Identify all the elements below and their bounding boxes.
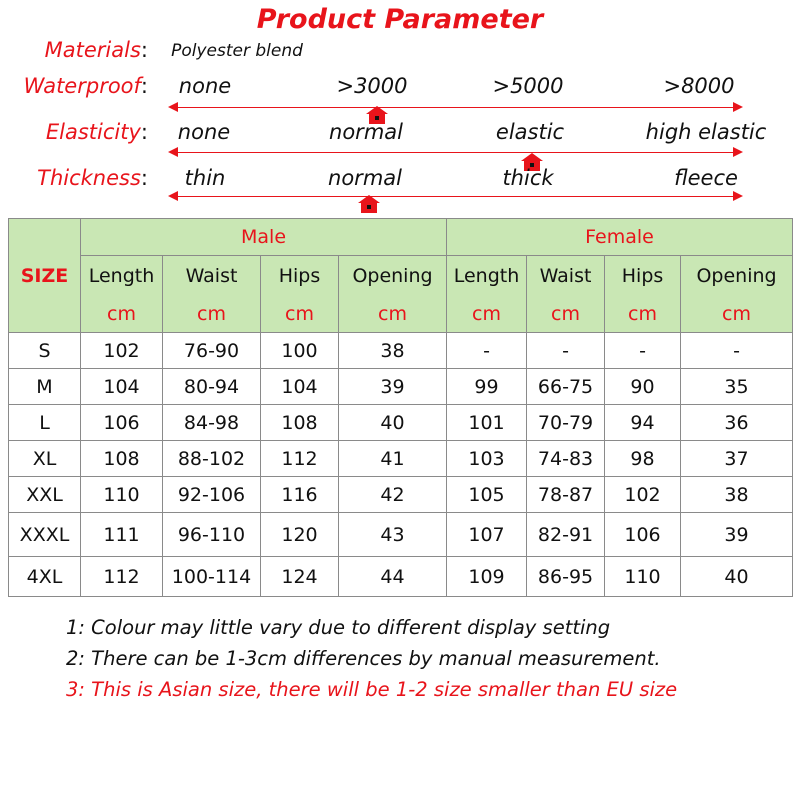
- size-cell: 4XL: [9, 557, 81, 597]
- arrow-left-icon: [168, 191, 178, 201]
- female-value-cell: 35: [681, 369, 793, 405]
- arrow-left-icon: [168, 147, 178, 157]
- waterproof-level: >5000: [492, 74, 564, 98]
- waterproof-scale-line: [176, 107, 736, 108]
- table-row: [9, 405, 793, 441]
- unit-label: cm: [339, 296, 447, 333]
- unit-label: cm: [527, 296, 605, 333]
- male-value-cell: 106: [81, 405, 163, 441]
- female-value-cell: -: [605, 333, 681, 369]
- waterproof-level: >8000: [663, 74, 735, 98]
- table-row: [9, 557, 793, 597]
- waterproof-level: none: [178, 74, 232, 98]
- elasticity-row: [0, 120, 800, 160]
- female-value-cell: 78-87: [527, 477, 605, 513]
- male-value-cell: 108: [81, 441, 163, 477]
- male-value-cell: 43: [339, 513, 447, 557]
- female-value-cell: 39: [681, 513, 793, 557]
- waterproof-level: >3000: [336, 74, 408, 98]
- female-value-cell: 90: [605, 369, 681, 405]
- female-value-cell: 98: [605, 441, 681, 477]
- male-value-cell: 84-98: [163, 405, 261, 441]
- male-value-cell: 111: [81, 513, 163, 557]
- materials-row: [0, 38, 800, 78]
- table-row: [9, 369, 793, 405]
- thickness-level: thin: [184, 166, 226, 190]
- unit-label: cm: [163, 296, 261, 333]
- column-header-hips: Hips: [605, 256, 681, 297]
- female-value-cell: 103: [447, 441, 527, 477]
- male-value-cell: 44: [339, 557, 447, 597]
- column-header-opening: Opening: [681, 256, 793, 297]
- male-value-cell: 40: [339, 405, 447, 441]
- note-asian-size: 3: This is Asian size, there will be 1-2 size smaller than EU size: [66, 678, 678, 701]
- female-value-cell: -: [447, 333, 527, 369]
- female-value-cell: 74-83: [527, 441, 605, 477]
- elasticity-scale-line: [176, 152, 736, 153]
- female-value-cell: 94: [605, 405, 681, 441]
- female-value-cell: 40: [681, 557, 793, 597]
- elasticity-label: [46, 120, 148, 144]
- column-header-opening: Opening: [339, 256, 447, 297]
- male-value-cell: 80-94: [163, 369, 261, 405]
- colon: :: [140, 38, 148, 62]
- table-row: [9, 477, 793, 513]
- male-value-cell: 108: [261, 405, 339, 441]
- male-value-cell: 102: [81, 333, 163, 369]
- unit-label: cm: [605, 296, 681, 333]
- male-value-cell: 112: [81, 557, 163, 597]
- female-value-cell: 109: [447, 557, 527, 597]
- unit-label: cm: [81, 296, 163, 333]
- waterproof-label-text: Waterproof: [23, 74, 141, 98]
- thickness-label: [37, 166, 148, 190]
- materials-label-text: Materials: [44, 38, 141, 62]
- elasticity-level: elastic: [495, 120, 565, 144]
- elasticity-level: high elastic: [645, 120, 767, 144]
- elasticity-label-text: Elasticity: [45, 120, 141, 144]
- waterproof-label: [24, 74, 148, 98]
- thickness-scale-line: [176, 196, 736, 197]
- size-table: [8, 218, 793, 597]
- note-colour: 1: Colour may little vary due to different display setting: [66, 616, 611, 639]
- size-cell: M: [9, 369, 81, 405]
- materials-label: [45, 38, 148, 62]
- female-value-cell: 82-91: [527, 513, 605, 557]
- female-value-cell: 106: [605, 513, 681, 557]
- size-table-body: [9, 333, 793, 597]
- column-header-hips: Hips: [261, 256, 339, 297]
- column-header-length: Length: [447, 256, 527, 297]
- female-value-cell: 102: [605, 477, 681, 513]
- male-value-cell: 100-114: [163, 557, 261, 597]
- female-value-cell: 99: [447, 369, 527, 405]
- table-row: [9, 513, 793, 557]
- size-header: SIZE: [9, 219, 81, 333]
- male-value-cell: 116: [261, 477, 339, 513]
- unit-label: cm: [261, 296, 339, 333]
- male-value-cell: 42: [339, 477, 447, 513]
- male-value-cell: 92-106: [163, 477, 261, 513]
- size-cell: XXL: [9, 477, 81, 513]
- male-value-cell: 41: [339, 441, 447, 477]
- female-value-cell: 101: [447, 405, 527, 441]
- table-row: [9, 333, 793, 369]
- size-cell: XXXL: [9, 513, 81, 557]
- elasticity-level: normal: [329, 120, 403, 144]
- female-value-cell: 38: [681, 477, 793, 513]
- male-value-cell: 112: [261, 441, 339, 477]
- size-cell: XL: [9, 441, 81, 477]
- thickness-marker-icon: [358, 195, 380, 213]
- unit-label: cm: [681, 296, 793, 333]
- arrow-right-icon: [733, 191, 743, 201]
- male-value-cell: 104: [81, 369, 163, 405]
- colon: :: [140, 74, 148, 98]
- column-header-waist: Waist: [527, 256, 605, 297]
- waterproof-row: [0, 74, 800, 114]
- male-value-cell: 88-102: [163, 441, 261, 477]
- colon: :: [140, 120, 148, 144]
- female-value-cell: 36: [681, 405, 793, 441]
- female-value-cell: 86-95: [527, 557, 605, 597]
- thickness-level: thick: [502, 166, 554, 190]
- female-value-cell: 70-79: [527, 405, 605, 441]
- male-value-cell: 110: [81, 477, 163, 513]
- female-value-cell: -: [527, 333, 605, 369]
- size-cell: S: [9, 333, 81, 369]
- male-value-cell: 100: [261, 333, 339, 369]
- male-value-cell: 104: [261, 369, 339, 405]
- thickness-level: normal: [328, 166, 402, 190]
- male-value-cell: 39: [339, 369, 447, 405]
- size-cell: L: [9, 405, 81, 441]
- colon: :: [140, 166, 148, 190]
- female-value-cell: 107: [447, 513, 527, 557]
- male-header: Male: [81, 219, 447, 256]
- column-header-length: Length: [81, 256, 163, 297]
- notes: [66, 616, 677, 709]
- thickness-row: [0, 166, 800, 206]
- elasticity-level: none: [177, 120, 231, 144]
- female-value-cell: 37: [681, 441, 793, 477]
- arrow-right-icon: [733, 102, 743, 112]
- table-row: [9, 441, 793, 477]
- materials-value: Polyester blend: [171, 41, 303, 61]
- male-value-cell: 38: [339, 333, 447, 369]
- male-value-cell: 124: [261, 557, 339, 597]
- male-value-cell: 76-90: [163, 333, 261, 369]
- male-value-cell: 96-110: [163, 513, 261, 557]
- female-value-cell: 66-75: [527, 369, 605, 405]
- thickness-label-text: Thickness: [37, 166, 141, 190]
- female-value-cell: 105: [447, 477, 527, 513]
- arrow-left-icon: [168, 102, 178, 112]
- female-value-cell: 110: [605, 557, 681, 597]
- male-value-cell: 120: [261, 513, 339, 557]
- arrow-right-icon: [733, 147, 743, 157]
- unit-label: cm: [447, 296, 527, 333]
- female-header: Female: [447, 219, 793, 256]
- female-value-cell: -: [681, 333, 793, 369]
- thickness-level: fleece: [674, 166, 738, 190]
- page-title: Product Parameter: [256, 4, 544, 35]
- column-header-waist: Waist: [163, 256, 261, 297]
- note-measurement: 2: There can be 1-3cm differences by manual measurement.: [66, 647, 661, 670]
